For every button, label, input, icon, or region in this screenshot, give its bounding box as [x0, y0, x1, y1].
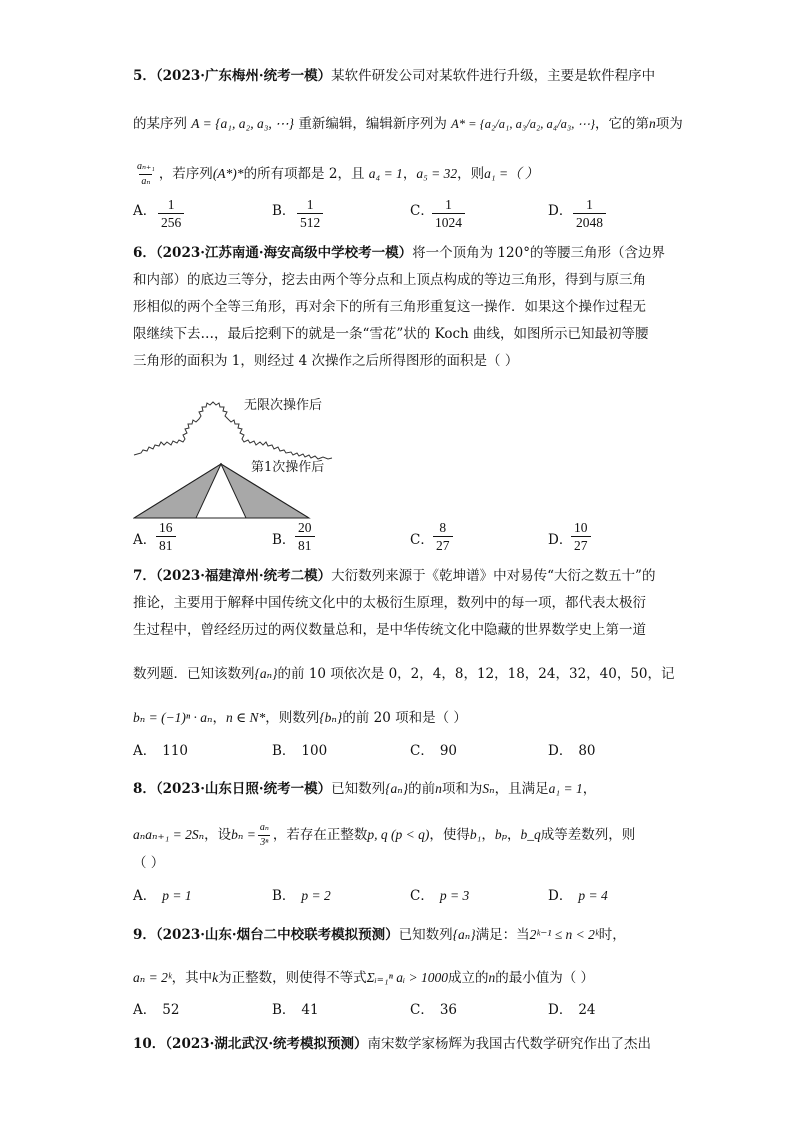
q9-text: 的最小值为（ ）: [495, 970, 595, 986]
q9-text: 成立的: [448, 970, 489, 986]
q8-bq: b_q: [520, 827, 541, 842]
q5-text: 某软件研发公司对某软件进行升级，主要是软件程序中: [331, 68, 656, 84]
q8-seq-a: {aₙ}: [385, 781, 409, 796]
option-label: B．: [272, 203, 296, 219]
q8-text: 成等差数列，则: [540, 827, 636, 843]
q8-line3: （ ）: [133, 855, 165, 871]
q8-source: （2023·山东日照·统考一模）: [155, 781, 332, 797]
option-label: D．: [548, 1002, 573, 1018]
q5-line2: [133, 114, 683, 134]
q5-sequence-astar: A* = {a₂/a₁, a₃/a₂, a₄/a₃, ⋯}: [451, 117, 595, 131]
frac-den: 81: [156, 536, 176, 554]
q7-line5: bₙ = (−1)ⁿ · aₙ，n ∈ N*，则数列{bₙ}的前 20 项和是（ ）: [133, 710, 467, 726]
q8-pq: p, q (p < q): [367, 827, 430, 842]
q5-option-c[interactable]: [410, 201, 434, 221]
frac-den: 512: [297, 213, 323, 231]
q6-option-a[interactable]: [133, 530, 156, 550]
q6-option-b-fraction: [295, 519, 315, 554]
q5-option-a-fraction: [158, 196, 184, 231]
q5-option-a[interactable]: [133, 201, 156, 221]
frac-num: 1: [445, 197, 452, 212]
q6-line4: 限继续下去…，最后挖剩下的就是一条“雪花”状的 Koch 曲线，如图所示已知最初等腰: [133, 326, 649, 342]
q9-text: 已知数列: [398, 927, 453, 943]
q8-text: ，若存在正整数: [272, 827, 368, 843]
q10-number: 10．: [133, 1036, 166, 1052]
q9-var-k: k: [212, 970, 219, 985]
q8-var-n: n: [435, 781, 442, 796]
q6-text: 将一个顶角为 120°的等腰三角形（含边界: [412, 245, 665, 261]
q6-line1: [133, 243, 665, 263]
q7-option-d[interactable]: [548, 741, 596, 761]
q8-var-sn: Sₙ: [482, 781, 495, 796]
option-label: C．: [410, 532, 434, 548]
q9-source: （2023·山东·烟台二中校联考模拟预测）: [155, 927, 399, 943]
q8-option-a[interactable]: [133, 886, 192, 906]
option-text: p = 4: [578, 888, 608, 903]
frac-num: aₙ: [259, 822, 269, 833]
q5-ratio-den: aₙ: [141, 176, 151, 187]
q7-bn-def: bₙ = (−1)ⁿ · aₙ: [133, 710, 213, 725]
q9-option-c[interactable]: [410, 1000, 457, 1020]
q9-seq-a: {aₙ}: [452, 927, 476, 942]
q6-option-c[interactable]: [410, 530, 434, 550]
q10-line1: [133, 1034, 651, 1054]
frac-den: 256: [158, 213, 184, 231]
option-text: 80: [578, 743, 596, 759]
q8-text: 的前: [408, 781, 436, 797]
option-label: C．: [410, 743, 434, 759]
q7-text: 的前 10 项依次是 0，2，4，8，12，18，24，32，40，50，记: [277, 666, 675, 682]
q8-bn-lhs: bₙ =: [231, 827, 256, 842]
frac-num: 1: [586, 197, 593, 212]
koch-label-infinite: 无限次操作后: [244, 398, 323, 413]
q7-text: 的前 20 项和是（ ）: [342, 710, 467, 726]
frac-num: 20: [298, 520, 312, 535]
q5-seq-astar-star: (A*)*: [212, 166, 244, 181]
option-label: C．: [410, 203, 434, 219]
option-text: 36: [439, 1002, 458, 1018]
frac-den: 3ⁿ: [260, 837, 269, 848]
q8-a1: a₁ = 1: [548, 781, 583, 796]
q8-text: ，且满足: [494, 781, 549, 797]
q5-sequence-a: A = {a₁, a₂, a₃, ⋯}: [191, 116, 295, 131]
q7-option-c[interactable]: [410, 741, 457, 761]
q8-text: 已知数列: [331, 781, 386, 797]
q9-var-n: n: [488, 970, 496, 985]
q7-source: （2023·福建漳州·统考二模）: [155, 568, 332, 584]
frac-den: 27: [433, 536, 453, 554]
q7-line1: [133, 566, 655, 586]
frac-den: 81: [295, 536, 315, 554]
q9-number: 9．: [133, 927, 156, 943]
frac-den: 27: [571, 536, 591, 554]
q7-line4: [133, 664, 675, 684]
q7-seq-b: {bₙ}: [319, 710, 343, 725]
q6-option-d[interactable]: [548, 530, 572, 550]
option-text: 41: [301, 1002, 319, 1018]
q8-option-d[interactable]: [548, 886, 608, 906]
q8-text: 项和为: [441, 781, 483, 797]
option-label: A．: [133, 743, 157, 759]
q5-a4: a₄ = 1: [368, 166, 403, 181]
q9-text: 满足：当: [475, 927, 530, 943]
q5-option-d[interactable]: [548, 201, 572, 221]
koch-label-first: 第1次操作后: [251, 460, 325, 475]
option-text: 24: [578, 1002, 596, 1018]
option-label: B．: [272, 1002, 296, 1018]
q5-a5: a₅ = 32: [416, 166, 458, 181]
option-text: 110: [162, 743, 189, 759]
option-label: C．: [410, 888, 434, 904]
q9-option-b[interactable]: [272, 1000, 319, 1020]
q9-option-d[interactable]: [548, 1000, 596, 1020]
q7-line2: 推论，主要用于解释中国传统文化中的太极衍生原理，数列中的每一项，都代表太极衍: [133, 595, 646, 611]
q5-text: ，则: [457, 166, 485, 182]
q7-text: 大衍数列来源于《乾坤谱》中对易传“大衍之数五十”的: [331, 568, 656, 584]
q5-number: 5．: [133, 68, 156, 84]
option-label: A．: [133, 532, 157, 548]
q5-var-n: n: [648, 116, 656, 131]
q7-seq-a: {aₙ}: [254, 666, 278, 681]
frac-num: 1: [167, 197, 175, 212]
q7-text: ，则数列: [265, 710, 320, 726]
q5-text: 的某序列: [133, 116, 187, 132]
option-label: D．: [548, 743, 573, 759]
q9-sum-inequality: Σᵢ₌₁ⁿ aᵢ > 1000: [366, 970, 448, 985]
q9-an-def: aₙ = 2ᵏ: [133, 970, 172, 985]
q5-option-d-fraction: [573, 196, 606, 231]
option-label: B．: [272, 532, 296, 548]
q5-option-c-fraction: [432, 196, 465, 231]
option-label: A．: [133, 888, 157, 904]
q8-option-c[interactable]: [410, 886, 469, 906]
q8-text: ，使得: [429, 827, 470, 843]
q5-source: （2023·广东梅州·统考一模）: [155, 68, 332, 84]
q6-source: （2023·江苏南通·海安高级中学校考一模）: [155, 245, 413, 261]
q8-b1: b₁: [469, 827, 482, 842]
option-text: p = 1: [162, 888, 192, 903]
q9-line2: [133, 968, 594, 988]
q9-text: ，其中: [171, 970, 213, 986]
option-label: A．: [133, 1002, 157, 1018]
option-label: B．: [272, 888, 296, 904]
q8-line1: 8．（2023·山东日照·统考一模）已知数列{aₙ}的前n项和为Sₙ，且满足a₁ = 1，: [133, 781, 597, 797]
q8-bn-fraction: [258, 821, 271, 850]
option-label: B．: [272, 743, 296, 759]
q6-line5: 三角形的面积为 1，则经过 4 次操作之后所得图形的面积是（ ）: [133, 353, 519, 369]
option-label: D．: [548, 888, 573, 904]
q6-option-c-fraction: [433, 519, 453, 554]
q7-option-a[interactable]: [133, 741, 188, 761]
q9-k-range: 2ᵏ⁻¹ ≤ n < 2ᵏ: [529, 927, 599, 942]
q5-text: ，若序列: [158, 166, 213, 182]
q5-text: ，它的第: [594, 116, 649, 132]
q5-text: 重新编辑，编辑新序列为: [298, 116, 447, 132]
frac-num: 8: [439, 520, 447, 535]
q7-number: 7．: [133, 568, 156, 584]
q8-bp: bₚ: [494, 827, 507, 842]
q8-text: ，设: [204, 827, 232, 843]
q8-line2: aₙaₙ₊₁ = 2Sₙ，设bₙ = $\frac{\text{aₙ}}{\text{3ⁿ}}$ ，若存在正整数p, q (p < q)，使得b₁，bₚ，b_q成等差数列，则: [133, 822, 636, 848]
q9-line1: [133, 925, 626, 945]
frac-den: 2048: [573, 213, 606, 231]
q5-line3: $\frac{\text{aₙ₊₁}}{\text{aₙ}}$ ，若序列(A*)*的所有项都是 2，且 a₄ = 1，a₅ = 32，则a₁ =（ ）: [137, 161, 539, 187]
option-label: D．: [548, 203, 573, 219]
q8-number: 8．: [133, 781, 156, 797]
q6-line2: 和内部）的底边三等分，挖去由两个等分点和上顶点构成的等边三角形，得到与原三角: [133, 272, 646, 288]
option-text: 52: [162, 1002, 180, 1018]
frac-num: 10: [574, 520, 588, 535]
q5-ratio-fraction: [135, 160, 157, 189]
q5-option-b[interactable]: [272, 201, 295, 221]
frac-den: 1024: [432, 213, 465, 231]
option-text: p = 3: [439, 888, 470, 903]
option-label: A．: [133, 203, 157, 219]
q10-text: 南宋数学家杨辉为我国古代数学研究作出了杰出: [367, 1036, 652, 1052]
frac-num: 1: [306, 197, 314, 212]
frac-num: 16: [159, 520, 173, 535]
q7-n-domain: n ∈ N*: [226, 710, 266, 725]
q6-number: 6．: [133, 245, 156, 261]
q5-line1: [133, 66, 655, 86]
option-label: C．: [410, 1002, 434, 1018]
q6-option-d-fraction: [571, 519, 591, 554]
q5-ratio-num: aₙ₊₁: [137, 161, 155, 172]
q5-a1: a₁ =（ ）: [484, 166, 539, 181]
q9-text: 为正整数，则使得不等式: [218, 970, 367, 986]
option-text: 100: [301, 743, 328, 759]
q6-option-a-fraction: [156, 519, 176, 554]
q9-option-a[interactable]: [133, 1000, 179, 1020]
q8-recurrence: aₙaₙ₊₁ = 2Sₙ: [133, 827, 205, 842]
q6-option-b[interactable]: [272, 530, 295, 550]
q9-text: 时，: [598, 927, 626, 943]
option-text: p = 2: [301, 888, 331, 903]
option-text: 90: [439, 743, 458, 759]
q5-option-b-fraction: [297, 196, 323, 231]
q6-line3: 形相似的两个全等三角形，再对余下的所有三角形重复这一操作．如果这个操作过程无: [133, 299, 646, 315]
q5-text: 项为: [655, 116, 683, 132]
q5-text: 的所有项都是 2，且: [243, 166, 365, 182]
q7-option-b[interactable]: [272, 741, 327, 761]
q8-option-b[interactable]: [272, 886, 331, 906]
q7-text: 数列题．已知该数列: [133, 666, 255, 682]
q10-source: （2023·湖北武汉·统考模拟预测）: [165, 1036, 368, 1052]
option-label: D．: [548, 532, 573, 548]
q7-line3: 生过程中，曾经经历过的两仪数量总和，是中华传统文化中隐藏的世界数学史上第一道: [133, 622, 646, 638]
